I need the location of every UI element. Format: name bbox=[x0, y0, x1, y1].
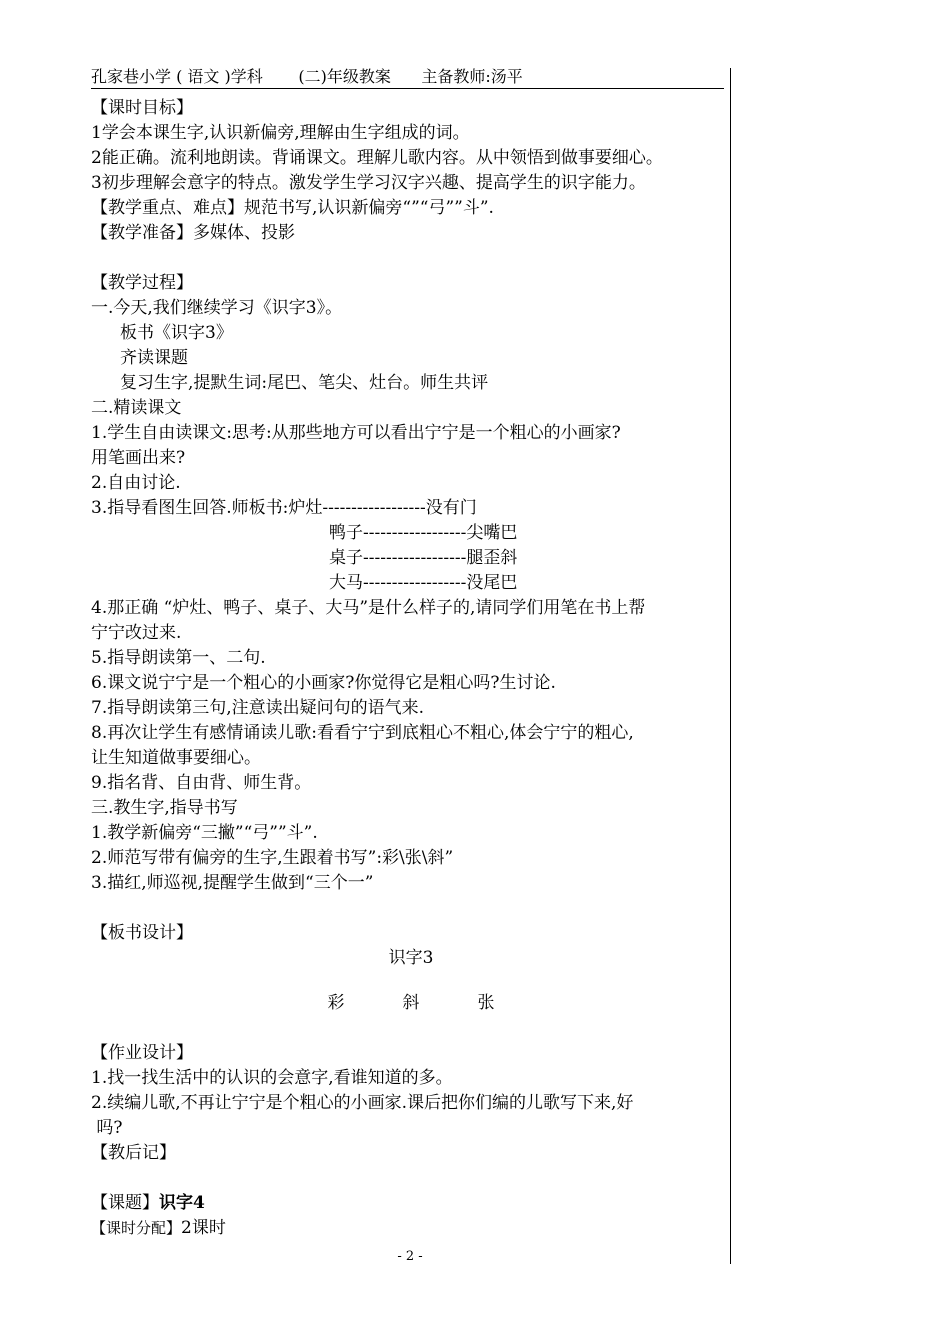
process-line: 3.指导看图生回答.师板书:炉灶------------------没有门 bbox=[91, 498, 477, 518]
process-line: 板书《识字3》 bbox=[120, 323, 233, 343]
spacer bbox=[91, 246, 731, 271]
board-char: 彩 bbox=[327, 993, 345, 1013]
homework-line: 吗? bbox=[91, 1118, 123, 1138]
spacer bbox=[91, 1016, 731, 1041]
objective-item: 3初步理解会意字的特点。激发学生学习汉字兴趣、提高学生的识字能力。 bbox=[91, 173, 646, 193]
process-line: 2.师范写带有偏旁的生字,生跟着书写”:彩\张\斜” bbox=[91, 848, 454, 868]
spacer bbox=[91, 971, 731, 991]
focus-text: 规范书写,认识新偏旁“”“弓””斗”. bbox=[244, 198, 494, 218]
board-char: 斜 bbox=[402, 993, 420, 1013]
topic-title: 识字4 bbox=[159, 1193, 205, 1213]
process-line: 8.再次让学生有感情诵读儿歌:看看宁宁到底粗心不粗心,体会宁宁的粗心, bbox=[91, 723, 634, 743]
allocation-heading: 【课时分配】 bbox=[91, 1219, 182, 1237]
objectives-heading: 【课时目标】 bbox=[91, 98, 193, 118]
process-line: 7.指导朗读第三句,注意读出疑问句的语气来. bbox=[91, 698, 425, 718]
process-line: 4.那正确 “炉灶、鸭子、桌子、大马”是什么样子的,请同学们用笔在书上帮 bbox=[91, 598, 646, 618]
section-title: 二.精读课文 bbox=[91, 398, 182, 418]
board-pair: 鸭子------------------尖嘴巴 bbox=[329, 523, 518, 543]
section-title: 一.今天,我们继续学习《识字3》。 bbox=[91, 298, 343, 318]
topic-heading: 【课题】 bbox=[91, 1193, 159, 1213]
focus-heading: 【教学重点、难点】 bbox=[91, 198, 244, 218]
process-line: 用笔画出来? bbox=[91, 448, 186, 468]
process-line: 9.指名背、自由背、师生背。 bbox=[91, 773, 312, 793]
board-characters bbox=[91, 991, 731, 1016]
objective-item: 2能正确。流利地朗读。背诵课文。理解儿歌内容。从中领悟到做事要细心。 bbox=[91, 148, 663, 168]
process-heading: 【教学过程】 bbox=[91, 273, 193, 293]
prep-line bbox=[91, 221, 731, 246]
prep-text: 多媒体、投影 bbox=[193, 223, 295, 243]
process-line: 复习生字,提默生词:尾巴、笔尖、灶台。师生共评 bbox=[120, 373, 489, 393]
postnote-heading: 【教后记】 bbox=[91, 1143, 176, 1163]
spacer bbox=[91, 896, 731, 921]
process-line: 6.课文说宁宁是一个粗心的小画家?你觉得它是粗心吗?生讨论. bbox=[91, 673, 556, 693]
process-line: 宁宁改过来. bbox=[91, 623, 182, 643]
process-line: 让生知道做事要细心。 bbox=[91, 748, 261, 768]
process-line: 3.描红,师巡视,提醒学生做到“三个一” bbox=[91, 873, 374, 893]
lesson-plan-body bbox=[91, 96, 731, 1241]
board-title: 识字3 bbox=[388, 948, 434, 968]
page-number: - 2 - bbox=[397, 1249, 423, 1264]
process-line: 2.自由讨论. bbox=[91, 473, 181, 493]
allocation-line bbox=[91, 1216, 731, 1241]
section-title: 三.教生字,指导书写 bbox=[91, 798, 238, 818]
spacer bbox=[91, 1166, 731, 1191]
prep-heading: 【教学准备】 bbox=[91, 223, 193, 243]
homework-line: 1.找一找生活中的认识的会意字,看谁知道的多。 bbox=[91, 1068, 453, 1088]
board-char: 张 bbox=[477, 993, 495, 1013]
process-line: 1.教学新偏旁“三撇”“弓””斗”. bbox=[91, 823, 318, 843]
board-pair: 大马------------------没尾巴 bbox=[329, 573, 518, 593]
process-line: 1.学生自由读课文:思考:从那些地方可以看出宁宁是一个粗心的小画家? bbox=[91, 423, 621, 443]
homework-line: 2.续编儿歌,不再让宁宁是个粗心的小画家.课后把你们编的儿歌写下来,好 bbox=[91, 1093, 634, 1113]
focus-line bbox=[91, 196, 731, 221]
allocation-value: 2课时 bbox=[181, 1218, 226, 1238]
process-line: 5.指导朗读第一、二句. bbox=[91, 648, 266, 668]
process-line: 齐读课题 bbox=[120, 348, 188, 368]
objective-item: 1学会本课生字,认识新偏旁,理解由生字组成的词。 bbox=[91, 123, 470, 143]
next-topic-line bbox=[91, 1191, 731, 1216]
board-pair: 桌子------------------腿歪斜 bbox=[329, 548, 518, 568]
page-header: 孔家巷小学 ( 语文 )学科 (二)年级教案 主备教师:汤平 bbox=[91, 66, 724, 89]
homework-heading: 【作业设计】 bbox=[91, 1043, 193, 1063]
board-heading: 【板书设计】 bbox=[91, 923, 193, 943]
